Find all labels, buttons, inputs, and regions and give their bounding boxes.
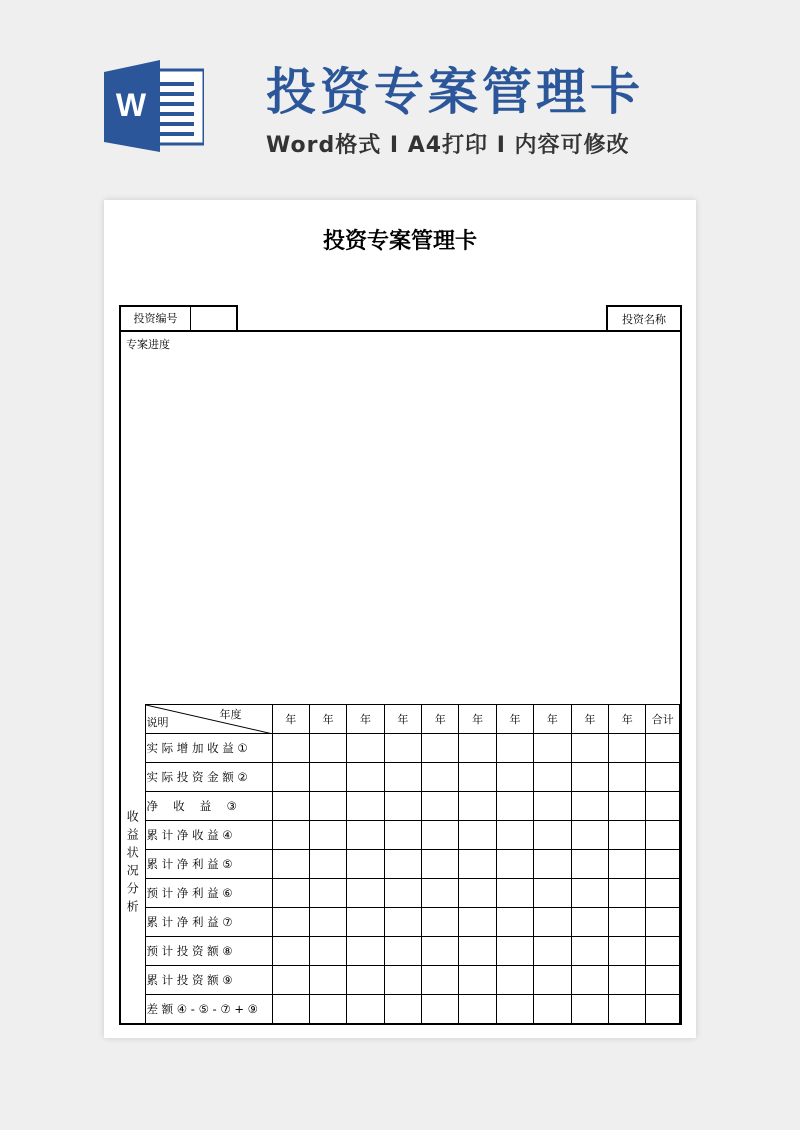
value-cell[interactable] xyxy=(309,879,346,908)
svg-text:W: W xyxy=(115,87,147,123)
value-cell[interactable] xyxy=(422,792,459,821)
value-cell[interactable] xyxy=(646,879,680,908)
word-logo-icon xyxy=(104,60,204,152)
row-label: 实 际 增 加 收 益 ① xyxy=(145,734,272,763)
value-cell[interactable] xyxy=(272,937,309,966)
value-cell[interactable] xyxy=(272,966,309,995)
year-header: 年 xyxy=(272,705,309,734)
table-row xyxy=(121,908,680,937)
income-analysis-table xyxy=(121,704,680,1024)
table-row xyxy=(121,850,680,879)
value-cell[interactable] xyxy=(347,734,384,763)
value-cell[interactable] xyxy=(309,792,346,821)
value-cell[interactable] xyxy=(272,792,309,821)
table-row xyxy=(121,821,680,850)
value-cell[interactable] xyxy=(309,821,346,850)
value-cell[interactable] xyxy=(309,995,346,1024)
value-cell[interactable] xyxy=(347,937,384,966)
row-label: 累 计 净 利 益 ⑤ xyxy=(145,850,272,879)
invest-number-field[interactable] xyxy=(191,307,236,331)
value-cell[interactable] xyxy=(609,937,646,966)
value-cell[interactable] xyxy=(459,850,496,879)
row-label: 差 额 ④ - ⑤ - ⑦ + ⑨ xyxy=(145,995,272,1024)
value-cell[interactable] xyxy=(646,792,680,821)
value-cell[interactable] xyxy=(347,908,384,937)
value-cell[interactable] xyxy=(422,821,459,850)
value-cell[interactable] xyxy=(646,734,680,763)
value-cell[interactable] xyxy=(272,908,309,937)
value-cell[interactable] xyxy=(272,734,309,763)
value-cell[interactable] xyxy=(609,850,646,879)
value-cell[interactable] xyxy=(496,850,533,879)
value-cell[interactable] xyxy=(534,763,571,792)
value-cell[interactable] xyxy=(646,937,680,966)
corner-left: 说明 xyxy=(146,716,169,729)
value-cell[interactable] xyxy=(309,850,346,879)
table-row xyxy=(121,937,680,966)
value-cell[interactable] xyxy=(646,850,680,879)
year-header: 年 xyxy=(496,705,533,734)
value-cell[interactable] xyxy=(347,792,384,821)
value-cell[interactable] xyxy=(534,879,571,908)
year-header: 年 xyxy=(384,705,421,734)
value-cell[interactable] xyxy=(384,908,421,937)
value-cell[interactable] xyxy=(272,821,309,850)
value-cell[interactable] xyxy=(571,908,608,937)
value-cell[interactable] xyxy=(571,792,608,821)
value-cell[interactable] xyxy=(646,908,680,937)
value-cell[interactable] xyxy=(534,908,571,937)
header-row xyxy=(121,705,680,734)
document-page xyxy=(104,200,696,1038)
value-cell[interactable] xyxy=(422,879,459,908)
value-cell[interactable] xyxy=(609,734,646,763)
table-row xyxy=(121,792,680,821)
year-header: 年 xyxy=(347,705,384,734)
value-cell[interactable] xyxy=(422,908,459,937)
value-cell[interactable] xyxy=(384,850,421,879)
value-cell[interactable] xyxy=(534,850,571,879)
row-label: 预 计 净 利 益 ⑥ xyxy=(145,879,272,908)
corner-right: 年度 xyxy=(219,708,242,721)
value-cell[interactable] xyxy=(384,763,421,792)
invest-number-label: 投资编号 xyxy=(121,307,191,331)
value-cell[interactable] xyxy=(646,763,680,792)
table-row xyxy=(121,995,680,1024)
value-cell[interactable] xyxy=(347,879,384,908)
row-label: 累 计 净 利 益 ⑦ xyxy=(145,908,272,937)
value-cell[interactable] xyxy=(496,792,533,821)
value-cell[interactable] xyxy=(422,763,459,792)
project-box xyxy=(119,330,682,1025)
value-cell[interactable] xyxy=(347,966,384,995)
value-cell[interactable] xyxy=(496,995,533,1024)
row-label: 累 计 净 收 益 ④ xyxy=(145,821,272,850)
value-cell[interactable] xyxy=(459,734,496,763)
value-cell[interactable] xyxy=(646,966,680,995)
value-cell[interactable] xyxy=(609,995,646,1024)
year-header: 年 xyxy=(459,705,496,734)
value-cell[interactable] xyxy=(571,821,608,850)
value-cell[interactable] xyxy=(609,966,646,995)
row-label: 实 际 投 资 金 额 ② xyxy=(145,763,272,792)
table-row xyxy=(121,734,680,763)
year-header: 年 xyxy=(309,705,346,734)
value-cell[interactable] xyxy=(422,966,459,995)
value-cell[interactable] xyxy=(384,966,421,995)
side-label: 收益状况分析 xyxy=(121,705,145,1024)
year-header: 年 xyxy=(534,705,571,734)
value-cell[interactable] xyxy=(384,792,421,821)
value-cell[interactable] xyxy=(534,995,571,1024)
value-cell[interactable] xyxy=(459,763,496,792)
value-cell[interactable] xyxy=(534,734,571,763)
value-cell[interactable] xyxy=(309,966,346,995)
progress-label: 专案进度 xyxy=(126,338,170,351)
value-cell[interactable] xyxy=(422,734,459,763)
value-cell[interactable] xyxy=(422,937,459,966)
value-cell[interactable] xyxy=(646,995,680,1024)
value-cell[interactable] xyxy=(646,821,680,850)
value-cell[interactable] xyxy=(534,821,571,850)
invest-number-tab xyxy=(119,305,238,331)
value-cell[interactable] xyxy=(571,850,608,879)
value-cell[interactable] xyxy=(347,763,384,792)
value-cell[interactable] xyxy=(496,937,533,966)
value-cell[interactable] xyxy=(272,763,309,792)
value-cell[interactable] xyxy=(571,734,608,763)
invest-name-label: 投资名称 xyxy=(606,305,682,331)
value-cell[interactable] xyxy=(347,995,384,1024)
value-cell[interactable] xyxy=(309,937,346,966)
value-cell[interactable] xyxy=(609,879,646,908)
value-cell[interactable] xyxy=(609,792,646,821)
table-row xyxy=(121,879,680,908)
value-cell[interactable] xyxy=(384,734,421,763)
value-cell[interactable] xyxy=(496,966,533,995)
value-cell[interactable] xyxy=(496,734,533,763)
value-cell[interactable] xyxy=(459,995,496,1024)
value-cell[interactable] xyxy=(272,850,309,879)
value-cell[interactable] xyxy=(609,821,646,850)
document-title: 投资专案管理卡 xyxy=(322,229,477,254)
value-cell[interactable] xyxy=(459,821,496,850)
value-cell[interactable] xyxy=(459,792,496,821)
value-cell[interactable] xyxy=(571,966,608,995)
value-cell[interactable] xyxy=(609,908,646,937)
banner-subtitle: Word格式 I A4打印 I 内容可修改 xyxy=(266,133,630,158)
value-cell[interactable] xyxy=(571,763,608,792)
value-cell[interactable] xyxy=(496,879,533,908)
value-cell[interactable] xyxy=(384,995,421,1024)
value-cell[interactable] xyxy=(384,821,421,850)
value-cell[interactable] xyxy=(534,937,571,966)
value-cell[interactable] xyxy=(534,792,571,821)
year-header: 年 xyxy=(422,705,459,734)
value-cell[interactable] xyxy=(384,879,421,908)
row-label: 净 收 益 ③ xyxy=(145,792,272,821)
corner-cell xyxy=(145,705,272,734)
value-cell[interactable] xyxy=(534,966,571,995)
value-cell[interactable] xyxy=(309,734,346,763)
value-cell[interactable] xyxy=(384,937,421,966)
year-header: 年 xyxy=(609,705,646,734)
banner-title: 投资专案管理卡 xyxy=(266,63,644,121)
value-cell[interactable] xyxy=(309,763,346,792)
value-cell[interactable] xyxy=(309,908,346,937)
value-cell[interactable] xyxy=(496,821,533,850)
row-label: 累 计 投 资 额 ⑨ xyxy=(145,966,272,995)
row-label: 预 计 投 资 额 ⑧ xyxy=(145,937,272,966)
year-header: 年 xyxy=(571,705,608,734)
value-cell[interactable] xyxy=(459,966,496,995)
value-cell[interactable] xyxy=(459,937,496,966)
value-cell[interactable] xyxy=(347,850,384,879)
value-cell[interactable] xyxy=(272,995,309,1024)
table-row xyxy=(121,966,680,995)
value-cell[interactable] xyxy=(422,850,459,879)
value-cell[interactable] xyxy=(571,879,608,908)
table-row xyxy=(121,763,680,792)
value-cell[interactable] xyxy=(496,908,533,937)
value-cell[interactable] xyxy=(496,763,533,792)
value-cell[interactable] xyxy=(459,879,496,908)
value-cell[interactable] xyxy=(272,879,309,908)
value-cell[interactable] xyxy=(609,763,646,792)
value-cell[interactable] xyxy=(347,821,384,850)
total-header: 合计 xyxy=(646,705,680,734)
value-cell[interactable] xyxy=(571,937,608,966)
value-cell[interactable] xyxy=(422,995,459,1024)
value-cell[interactable] xyxy=(459,908,496,937)
value-cell[interactable] xyxy=(571,995,608,1024)
